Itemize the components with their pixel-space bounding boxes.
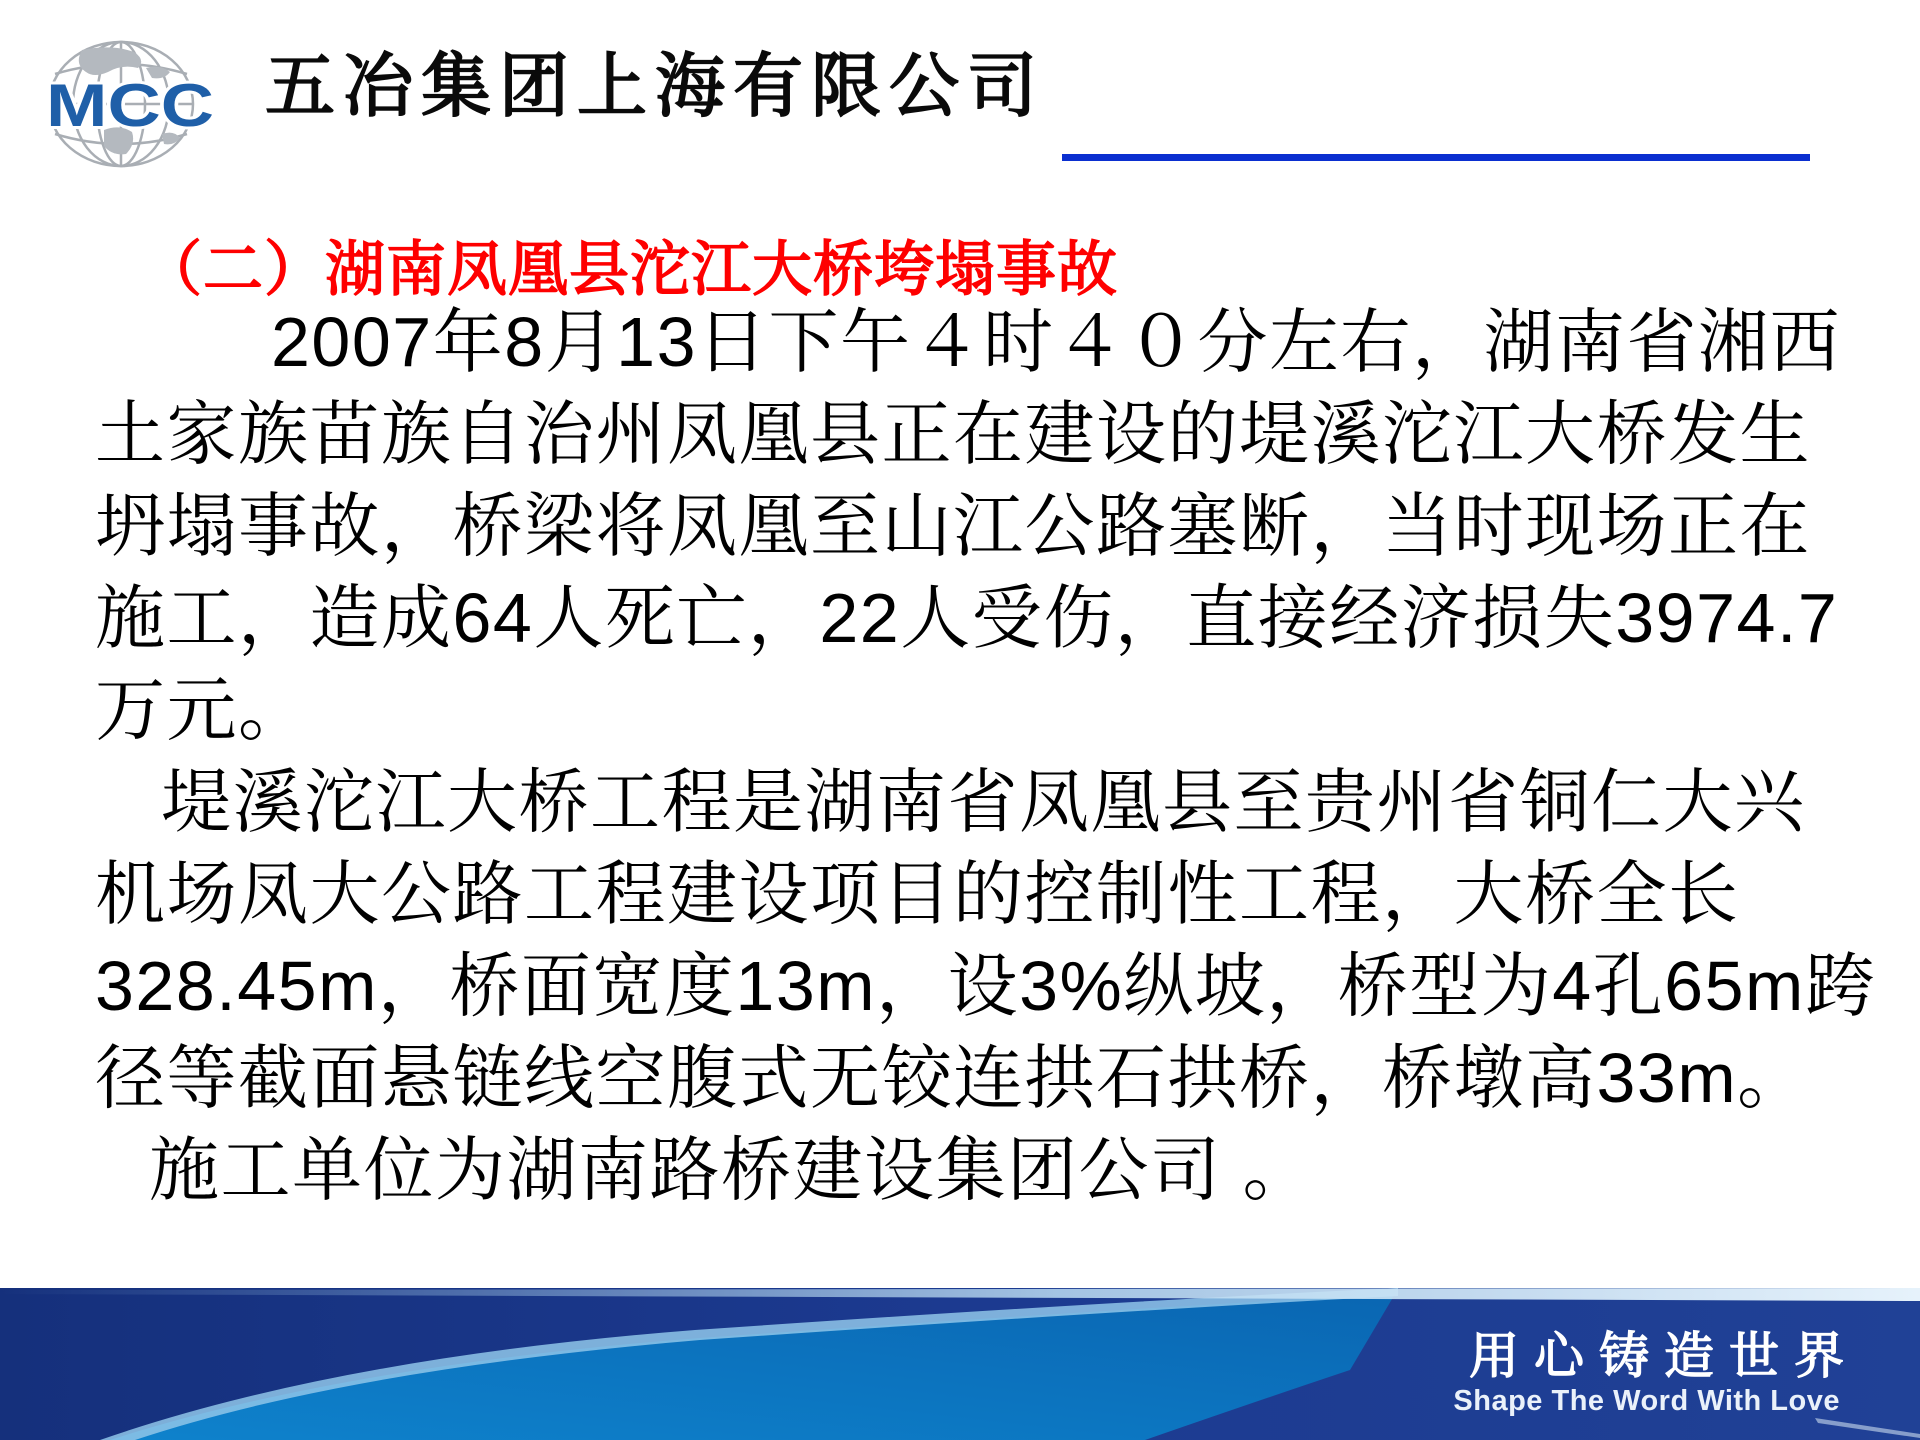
footer-slogan-english: Shape The Word With Love — [1453, 1385, 1840, 1417]
company-name: 五冶集团上海有限公司 — [265, 47, 1045, 125]
footer-slogan-chinese: 用心铸造世界 — [1469, 1328, 1859, 1384]
footer — [0, 1288, 1920, 1440]
mcc-globe-logo — [42, 38, 278, 174]
body-line: 328.45m，桥面宽度13m，设3%纵坡，桥型为4孔65m跨 — [95, 947, 1877, 1025]
mcc-logo-text: MCC — [46, 72, 214, 139]
body-line: 施工单位为湖南路桥建设集团公司 。 — [149, 1131, 1314, 1209]
body-line: 堤溪沱江大桥工程是湖南省凤凰县至贵州省铜仁大兴 — [161, 763, 1806, 841]
body-line: 机场凤大公路工程建设项目的控制性工程，大桥全长 — [95, 855, 1740, 933]
slide-title: （二）湖南凤凰县沱江大桥垮塌事故 — [142, 236, 1118, 303]
body-line: 施工，造成64人死亡，22人受伤，直接经济损失3974.7 — [95, 579, 1839, 657]
body-line: 土家族苗族自治州凤凰县正在建设的堤溪沱江大桥发生 — [95, 395, 1811, 473]
body-line: 2007年8月13日下午４时４０分左右，湖南省湘西 — [271, 303, 1842, 381]
body-line: 径等截面悬链线空腹式无铰连拱石拱桥，桥墩高33m。 — [95, 1039, 1809, 1117]
body-line: 坍塌事故，桥梁将凤凰至山江公路塞断，当时现场正在 — [95, 487, 1811, 565]
body-text — [95, 296, 1885, 1216]
header-underline — [1062, 154, 1810, 161]
body-line: 万元。 — [95, 671, 310, 749]
